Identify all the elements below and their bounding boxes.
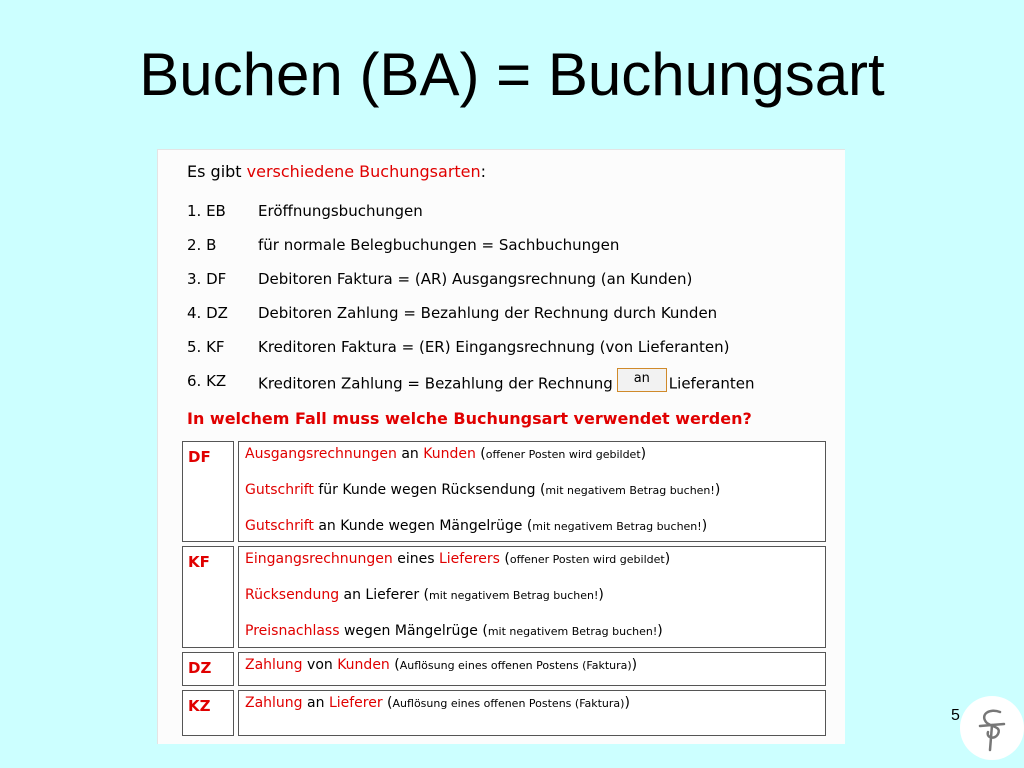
case-paren-open: ( [382, 695, 393, 711]
case-row [245, 619, 825, 655]
intro-suffix: : [480, 162, 487, 181]
list-item-text: Kreditoren Faktura = (ER) Eingangsrechnung (von Lieferanten) [258, 338, 730, 356]
list-item-text: Debitoren Faktura = (AR) Ausgangsrechnung (an Kunden) [258, 270, 693, 288]
case-keyword: Eingangsrechnungen [245, 551, 393, 567]
case-keyword: Preisnachlass [245, 623, 340, 639]
case-box-df [182, 441, 826, 542]
case-text: an Kunde wegen Mängelrüge ( [313, 518, 533, 534]
case-paren-open: ( [389, 657, 400, 673]
list-item-number: 3. DF [187, 270, 227, 288]
list-item-number: 6. KZ [187, 372, 227, 390]
intro-prefix: Es gibt [187, 162, 247, 181]
list-item-text: Eröffnungsbuchungen [258, 202, 423, 220]
case-keyword: Zahlung [245, 695, 303, 711]
case-box-dz [182, 652, 826, 686]
list-item-number: 2. B [187, 236, 217, 254]
case-text: von [302, 657, 338, 673]
case-code: DF [182, 441, 234, 542]
case-note: mit negativem Betrag buchen! [532, 520, 702, 533]
list-item-number: 1. EB [187, 202, 226, 220]
list-item-number: 5. KF [187, 338, 225, 356]
case-keyword-2: Lieferers [438, 551, 500, 567]
case-paren-open: ( [499, 551, 510, 567]
case-row [245, 547, 825, 583]
case-code: KF [182, 546, 234, 648]
case-text: eines [392, 551, 439, 567]
fill-in-blank-field[interactable]: an [617, 368, 667, 392]
case-text: an [396, 446, 424, 462]
content-panel [157, 149, 845, 744]
slide-title: Buchen (BA) = Buchungsart [139, 41, 885, 108]
case-content [238, 652, 826, 686]
case-paren-close: ) [624, 695, 630, 711]
case-keyword-2: Kunden [337, 657, 390, 673]
case-content [238, 690, 826, 736]
question-heading: In welchem Fall muss welche Buchungsart verwendet werden? [187, 409, 752, 428]
case-paren-close: ) [701, 518, 708, 534]
case-note: mit negativem Betrag buchen! [545, 484, 715, 497]
case-code: KZ [182, 690, 234, 736]
case-paren-close: ) [664, 551, 671, 567]
case-row [245, 442, 825, 478]
case-note: mit negativem Betrag buchen! [487, 625, 658, 638]
intro-highlight: verschiedene Buchungsarten [246, 162, 481, 181]
case-paren-open: ( [475, 446, 486, 462]
case-text: für Kunde wegen Rücksendung ( [313, 482, 546, 498]
monogram-logo-icon [960, 696, 1024, 760]
case-content [238, 546, 826, 648]
case-paren-close: ) [598, 587, 604, 603]
case-paren-close: ) [657, 623, 663, 639]
intro-line [187, 162, 486, 181]
case-keyword-2: Lieferer [328, 695, 383, 711]
list-item-text-after: Lieferanten [668, 374, 755, 393]
case-note: offener Posten wird gebildet [509, 553, 665, 566]
case-note: mit negativem Betrag buchen! [429, 589, 599, 602]
case-row [245, 514, 825, 550]
case-keyword: Rücksendung [245, 587, 340, 603]
monogram-logo-graphic [960, 696, 1024, 760]
case-row [245, 583, 825, 619]
case-text: an [302, 695, 329, 711]
case-box-kf [182, 546, 826, 648]
case-keyword: Zahlung [245, 657, 303, 673]
case-code: DZ [182, 652, 234, 686]
case-keyword: Ausgangsrechnungen [245, 446, 397, 462]
case-paren-close: ) [640, 446, 647, 462]
case-note: offener Posten wird gebildet [485, 448, 641, 461]
case-keyword-2: Kunden [423, 446, 476, 462]
case-note: Auflösung eines offenen Postens (Faktura) [399, 659, 632, 672]
page-number: 5 [951, 707, 960, 724]
list-item-number: 4. DZ [187, 304, 228, 322]
case-paren-close: ) [631, 657, 638, 673]
case-row [245, 478, 825, 514]
case-text: an Lieferer ( [339, 587, 430, 603]
list-item-text [258, 372, 755, 396]
list-item-text: Debitoren Zahlung = Bezahlung der Rechnung durch Kunden [258, 304, 718, 322]
case-content [238, 441, 826, 542]
case-box-kz [182, 690, 826, 736]
case-row [245, 653, 825, 689]
list-item-text-before: Kreditoren Zahlung = Bezahlung der Rechnung [258, 374, 613, 393]
list-item-text: für normale Belegbuchungen = Sachbuchungen [258, 236, 620, 254]
case-keyword: Gutschrift [245, 482, 314, 498]
case-keyword: Gutschrift [245, 518, 314, 534]
case-text: wegen Mängelrüge ( [339, 623, 488, 639]
case-paren-close: ) [714, 482, 721, 498]
case-row [245, 691, 825, 727]
case-note: Auflösung eines offenen Postens (Faktura) [392, 697, 625, 710]
